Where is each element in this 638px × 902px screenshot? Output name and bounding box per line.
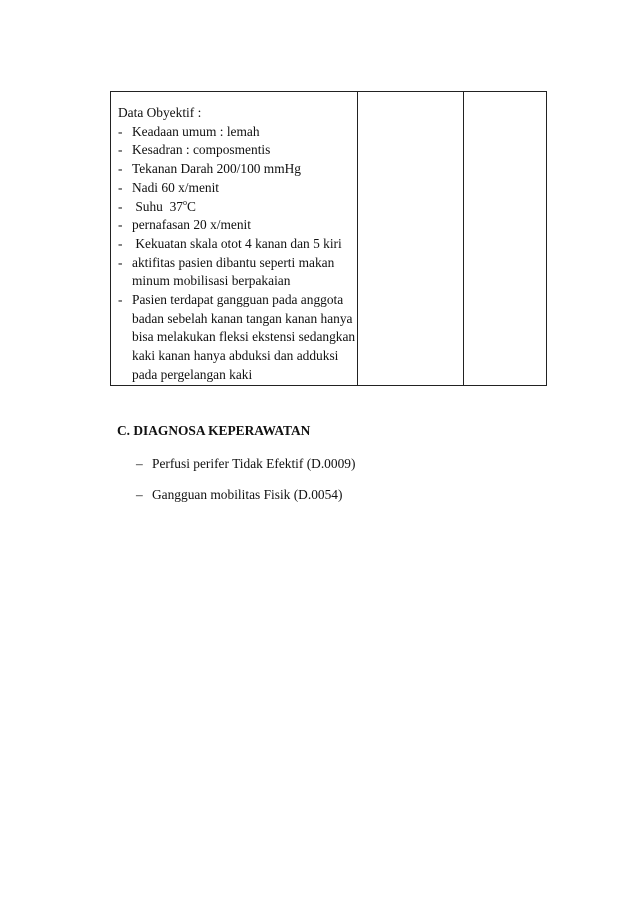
list-item-line: aktifitas pasien dibantu seperti makan xyxy=(132,254,335,270)
list-dash: - xyxy=(118,179,123,195)
list-item-text: Kesadran : composmentis xyxy=(132,142,271,158)
list-dash: - xyxy=(118,123,123,139)
list-item-text: Keadaan umum : lemah xyxy=(132,123,260,139)
list-item-text xyxy=(132,254,353,291)
list-item xyxy=(118,179,353,198)
list-item xyxy=(118,254,353,291)
diagnosis-list xyxy=(136,455,355,517)
list-item-text: Kekuatan skala otot 4 kanan dan 5 kiri xyxy=(132,235,342,251)
list-dash: - xyxy=(118,217,123,233)
objective-data-cell xyxy=(111,92,358,386)
list-dash: – xyxy=(136,456,143,471)
list-item xyxy=(118,198,353,217)
degree-superscript: o xyxy=(182,197,187,207)
diagnosis-item xyxy=(136,455,355,473)
list-item-text: pernafasan 20 x/menit xyxy=(132,217,251,233)
list-item-line: bisa melakukan fleksi ekstensi sedangkan xyxy=(132,329,356,345)
list-dash: - xyxy=(118,292,123,308)
list-item-text xyxy=(132,291,355,385)
list-dash: - xyxy=(118,161,123,177)
list-item-text xyxy=(132,198,353,217)
empty-table-cell xyxy=(464,92,547,386)
list-item-line: badan sebelah kanan tangan kanan hanya xyxy=(132,310,353,326)
list-item xyxy=(118,235,353,254)
list-item-line: Pasien terdapat gangguan pada anggota xyxy=(132,292,344,308)
diagnosis-item xyxy=(136,486,355,504)
list-dash: - xyxy=(118,198,123,214)
list-dash: - xyxy=(118,254,123,270)
diagnosis-text: Perfusi perifer Tidak Efektif (D.0009) xyxy=(152,456,356,471)
list-item xyxy=(118,123,353,142)
list-dash: - xyxy=(118,142,123,158)
list-item-text: Nadi 60 x/menit xyxy=(132,179,220,195)
list-item-text: Tekanan Darah 200/100 mmHg xyxy=(132,161,302,177)
objective-data-title: Data Obyektif : xyxy=(118,105,202,120)
section-heading: C. DIAGNOSA KEPERAWATAN xyxy=(117,423,311,438)
empty-table-cell xyxy=(358,92,464,386)
assessment-table xyxy=(110,91,547,386)
temperature-unit: C xyxy=(186,198,196,214)
list-dash: – xyxy=(136,487,143,502)
temperature-text: Suhu 37 xyxy=(132,198,183,214)
table-row xyxy=(111,92,547,386)
diagnosis-text: Gangguan mobilitas Fisik (D.0054) xyxy=(152,487,343,502)
list-dash: - xyxy=(118,235,123,251)
list-item xyxy=(118,216,353,235)
list-item xyxy=(118,291,356,385)
list-item xyxy=(118,141,353,160)
list-item-line: kaki kanan hanya abduksi dan adduksi xyxy=(132,348,339,364)
list-item-line: pada pergelangan kaki xyxy=(132,366,253,382)
list-item-line: minum mobilisasi berpakaian xyxy=(132,273,291,289)
list-item xyxy=(118,160,353,179)
